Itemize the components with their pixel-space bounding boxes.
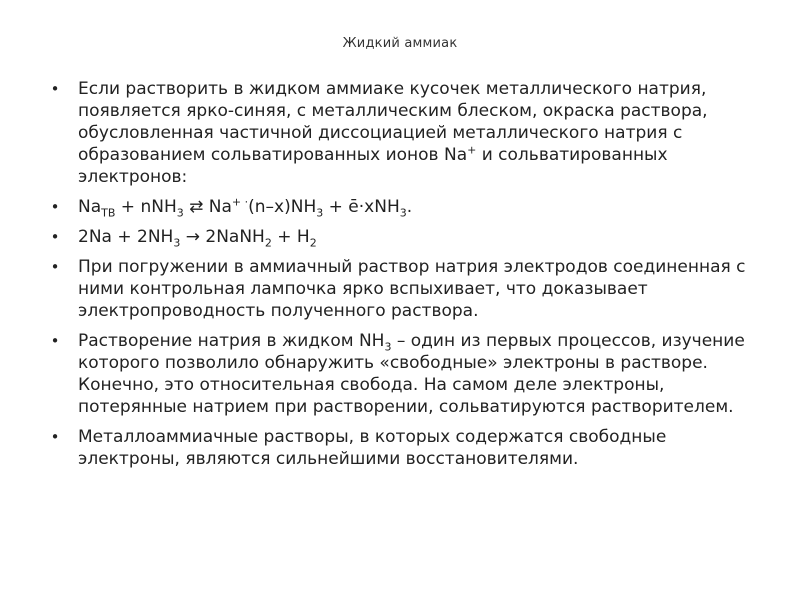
- bullet-icon: •: [50, 258, 60, 276]
- bullet-icon: •: [50, 80, 60, 98]
- equation-amide: $2Na + 2NH_3$ → 2NaNH$_2$ + $H_2$: [78, 227, 317, 250]
- bullet-item: [48, 426, 760, 470]
- bullet-text: Растворение натрия в жидком $NH_3$ – один из первых процессов, изучение которого позволило обнаружить «свободные» электроны в растворе. Конечно, это относительная свобода. На самом деле электроны, потерянные натрием при растворении, сольватируются растворителем.: [78, 331, 745, 417]
- slide-title: Жидкий аммиак: [342, 36, 458, 51]
- bullet-item: [48, 226, 760, 248]
- bullet-item: [48, 78, 760, 188]
- bullet-list: [48, 78, 760, 478]
- bullet-text: Если растворить в жидком аммиаке кусочек металлического натрия, появляется ярко-синяя, с металлическим блеском, окраска раствора, обусловленная частичной диссоциацией металлического натрия с образованием сольватированных ионов Na+ и сольватированных электронов:: [78, 79, 708, 187]
- bullet-item: [48, 330, 760, 418]
- bullet-icon: •: [50, 428, 60, 446]
- bullet-text: При погружении в аммиачный раствор натрия электродов соединенная с ними контрольная лампочка ярко вспыхивает, что доказывает электропроводность полученного раствора.: [78, 257, 746, 321]
- bullet-icon: •: [50, 198, 60, 216]
- bullet-icon: •: [50, 228, 60, 246]
- equation-dissociation: $Na_{ТВ} + nNH_3$ ⇄ $Na^{+ \cdot}(n-x)NH_3$ + ē·xNH$_3$.: [78, 195, 413, 220]
- bullet-item: [48, 196, 760, 218]
- bullet-text: Металлоаммиачные растворы, в которых содержатся свободные электроны, являются сильнейшими восстановителями.: [78, 427, 667, 469]
- bullet-item: [48, 256, 760, 322]
- bullet-icon: •: [50, 332, 60, 350]
